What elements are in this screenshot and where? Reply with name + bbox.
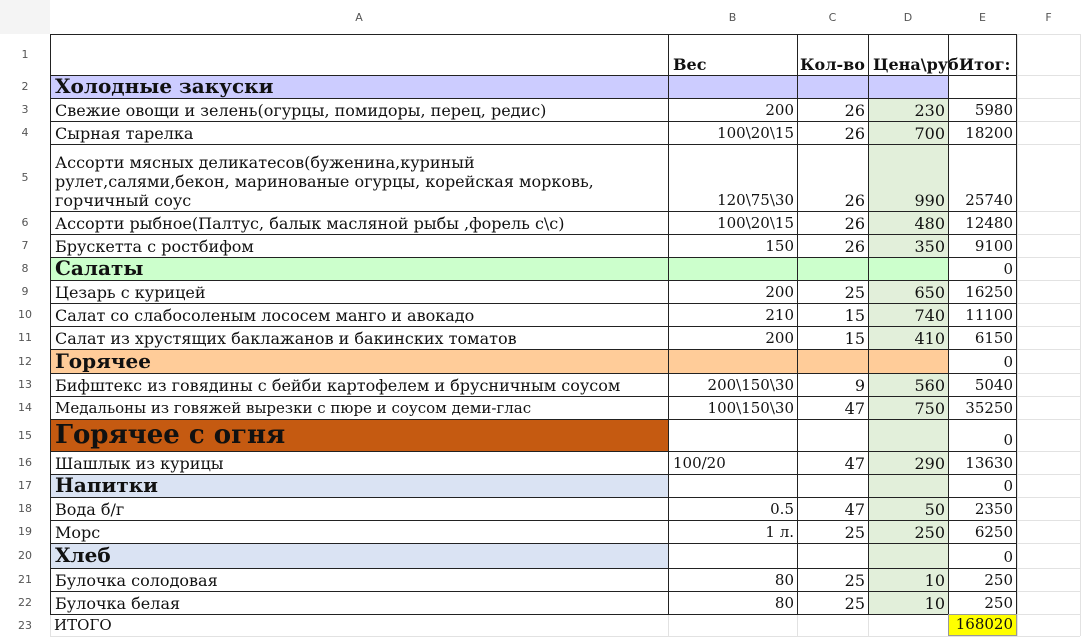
item-name[interactable]: Брускетта с ростбифом <box>50 234 669 258</box>
cell-d15[interactable] <box>868 419 949 452</box>
row-header[interactable]: 14 <box>18 401 32 414</box>
row-header[interactable]: 3 <box>21 103 29 116</box>
item-price[interactable]: 990 <box>868 144 949 212</box>
item-total[interactable]: 12480 <box>948 211 1017 235</box>
item-weight[interactable]: 80 <box>668 568 798 592</box>
item-total[interactable]: 6150 <box>948 326 1017 350</box>
item-total[interactable]: 6250 <box>948 520 1017 544</box>
row-header[interactable]: 23 <box>18 618 32 632</box>
item-qty[interactable]: 26 <box>797 121 869 145</box>
grand-total-value[interactable]: 168020 <box>948 614 1017 636</box>
row-header[interactable]: 18 <box>18 502 32 515</box>
header-price[interactable]: Цена\руб <box>868 34 949 76</box>
cell-b2[interactable] <box>668 75 798 99</box>
select-all-corner[interactable] <box>0 0 50 34</box>
row-header[interactable]: 21 <box>18 573 32 586</box>
item-price[interactable]: 700 <box>868 121 949 145</box>
item-total[interactable]: 16250 <box>948 280 1017 304</box>
item-price[interactable]: 480 <box>868 211 949 235</box>
item-total[interactable]: 25740 <box>948 144 1017 212</box>
item-qty[interactable]: 25 <box>797 591 869 615</box>
item-weight[interactable]: 100\20\15 <box>668 211 798 235</box>
item-weight[interactable]: 80 <box>668 591 798 615</box>
item-price[interactable]: 750 <box>868 396 949 420</box>
item-total[interactable]: 250 <box>948 568 1017 592</box>
item-price[interactable]: 50 <box>868 497 949 521</box>
item-weight[interactable]: 200\150\30 <box>668 373 798 397</box>
row-header[interactable]: 15 <box>18 428 32 442</box>
item-weight[interactable]: 100/20 <box>668 451 798 475</box>
cell-c15[interactable] <box>797 419 869 452</box>
item-qty[interactable]: 15 <box>797 303 869 327</box>
section-hot[interactable]: Горячее <box>50 349 669 374</box>
item-total[interactable]: 250 <box>948 591 1017 615</box>
item-total[interactable]: 9100 <box>948 234 1017 258</box>
item-name[interactable]: Ассорти рыбное(Палтус, балык масляной рыбы ,форель с\с) <box>50 211 669 235</box>
cell-c17[interactable] <box>797 474 869 498</box>
item-price[interactable]: 740 <box>868 303 949 327</box>
header-qty[interactable]: Кол-во <box>797 34 869 76</box>
item-price[interactable]: 350 <box>868 234 949 258</box>
row-header[interactable]: 8 <box>21 262 29 275</box>
item-total[interactable]: 18200 <box>948 121 1017 145</box>
item-name[interactable]: Ассорти мясных деликатесов(буженина,куриный рулет,салями,бекон, маринованые огурцы, корейская морковь, горчичный соус <box>50 144 669 212</box>
row-header[interactable]: 6 <box>21 216 29 229</box>
cell-d17[interactable] <box>868 474 949 498</box>
section-hot-from-fire[interactable]: Горячее с огня <box>50 419 669 452</box>
item-name[interactable]: Морс <box>50 520 669 544</box>
item-qty[interactable]: 25 <box>797 568 869 592</box>
item-price[interactable]: 10 <box>868 568 949 592</box>
item-weight[interactable]: 120\75\30 <box>668 144 798 212</box>
cell-c20[interactable] <box>797 543 869 569</box>
header-total[interactable]: Итог: <box>948 34 1017 76</box>
item-weight[interactable]: 150 <box>668 234 798 258</box>
section-total[interactable]: 0 <box>948 419 1017 452</box>
item-weight[interactable]: 100\20\15 <box>668 121 798 145</box>
item-name[interactable]: Салат из хрустящих баклажанов и бакинских томатов <box>50 326 669 350</box>
section-bread[interactable]: Хлеб <box>50 543 669 569</box>
item-qty[interactable]: 47 <box>797 497 869 521</box>
item-price[interactable]: 230 <box>868 98 949 122</box>
item-price[interactable]: 410 <box>868 326 949 350</box>
item-qty[interactable]: 26 <box>797 98 869 122</box>
item-weight[interactable]: 200 <box>668 98 798 122</box>
row-header[interactable]: 13 <box>18 378 32 391</box>
item-total[interactable]: 11100 <box>948 303 1017 327</box>
item-weight[interactable]: 200 <box>668 280 798 304</box>
cell-e2[interactable] <box>948 75 1017 99</box>
item-total[interactable]: 2350 <box>948 497 1017 521</box>
item-weight[interactable]: 1 л. <box>668 520 798 544</box>
item-name[interactable]: Свежие овощи и зелень(огурцы, помидоры, перец, редис) <box>50 98 669 122</box>
item-name[interactable]: Сырная тарелка <box>50 121 669 145</box>
cell-d2[interactable] <box>868 75 949 99</box>
column-header[interactable]: C <box>797 0 868 34</box>
item-qty[interactable]: 47 <box>797 396 869 420</box>
column-header[interactable]: E <box>948 0 1017 34</box>
cell-d8[interactable] <box>868 257 949 281</box>
item-weight[interactable]: 200 <box>668 326 798 350</box>
item-weight[interactable]: 210 <box>668 303 798 327</box>
cell-c12[interactable] <box>797 349 869 374</box>
section-total[interactable]: 0 <box>948 257 1017 281</box>
section-cold-appetizers[interactable]: Холодные закуски <box>50 75 669 99</box>
section-salads[interactable]: Салаты <box>50 257 669 281</box>
row-header[interactable]: 12 <box>18 354 32 368</box>
item-price[interactable]: 560 <box>868 373 949 397</box>
item-qty[interactable]: 25 <box>797 280 869 304</box>
cell-b17[interactable] <box>668 474 798 498</box>
cell-b15[interactable] <box>668 419 798 452</box>
row-header[interactable]: 17 <box>18 479 32 492</box>
item-name[interactable]: Вода б/г <box>50 497 669 521</box>
row-header[interactable]: 4 <box>21 126 29 139</box>
cell-b12[interactable] <box>668 349 798 374</box>
row-header[interactable]: 2 <box>21 80 29 93</box>
item-qty[interactable]: 47 <box>797 451 869 475</box>
column-header[interactable]: B <box>668 0 797 34</box>
item-qty[interactable]: 15 <box>797 326 869 350</box>
item-qty[interactable]: 26 <box>797 144 869 212</box>
section-total[interactable]: 0 <box>948 543 1017 569</box>
item-qty[interactable]: 26 <box>797 211 869 235</box>
item-price[interactable]: 650 <box>868 280 949 304</box>
row-header[interactable]: 16 <box>18 456 32 469</box>
section-total[interactable]: 0 <box>948 474 1017 498</box>
item-price[interactable]: 250 <box>868 520 949 544</box>
cell-c8[interactable] <box>797 257 869 281</box>
gridline <box>1017 34 1018 636</box>
item-name[interactable]: Булочка солодовая <box>50 568 669 592</box>
item-total[interactable]: 5040 <box>948 373 1017 397</box>
row-header[interactable]: 11 <box>18 331 32 344</box>
item-total[interactable]: 35250 <box>948 396 1017 420</box>
item-name[interactable]: Медальоны из говяжей вырезки с пюре и соусом деми-глас <box>50 396 669 420</box>
item-qty[interactable]: 9 <box>797 373 869 397</box>
column-header[interactable]: F <box>1017 0 1080 34</box>
header-weight[interactable]: Вес <box>668 34 798 76</box>
row-header[interactable]: 5 <box>21 171 29 184</box>
row-header[interactable]: 7 <box>21 239 29 252</box>
item-qty[interactable]: 25 <box>797 520 869 544</box>
cell-d20[interactable] <box>868 543 949 569</box>
item-price[interactable]: 10 <box>868 591 949 615</box>
column-header[interactable]: A <box>50 0 668 34</box>
row-header[interactable]: 9 <box>21 285 29 298</box>
item-name[interactable]: Бифштекс из говядины с бейби картофелем и брусничным соусом <box>50 373 669 397</box>
item-qty[interactable]: 26 <box>797 234 869 258</box>
item-total[interactable]: 13630 <box>948 451 1017 475</box>
item-weight[interactable]: 100\150\30 <box>668 396 798 420</box>
row-header[interactable]: 1 <box>21 48 29 61</box>
cell-c2[interactable] <box>797 75 869 99</box>
row-header[interactable]: 10 <box>18 308 32 321</box>
item-price[interactable]: 290 <box>868 451 949 475</box>
item-weight[interactable]: 0.5 <box>668 497 798 521</box>
row-header[interactable]: 19 <box>18 525 32 538</box>
cell-b8[interactable] <box>668 257 798 281</box>
row-header[interactable]: 22 <box>18 596 32 609</box>
cell-a1[interactable] <box>50 34 669 76</box>
item-name[interactable]: Шашлык из курицы <box>50 451 669 475</box>
cell-b20[interactable] <box>668 543 798 569</box>
item-name[interactable]: Булочка белая <box>50 591 669 615</box>
grand-total-label[interactable]: ИТОГО <box>54 616 112 634</box>
item-name[interactable]: Салат со слабосоленым лососем манго и авокадо <box>50 303 669 327</box>
section-total[interactable]: 0 <box>948 349 1017 374</box>
column-header[interactable]: D <box>868 0 948 34</box>
item-total[interactable]: 5980 <box>948 98 1017 122</box>
cell-d12[interactable] <box>868 349 949 374</box>
section-drinks[interactable]: Напитки <box>50 474 669 498</box>
row-header[interactable]: 20 <box>18 549 32 562</box>
item-name[interactable]: Цезарь с курицей <box>50 280 669 304</box>
